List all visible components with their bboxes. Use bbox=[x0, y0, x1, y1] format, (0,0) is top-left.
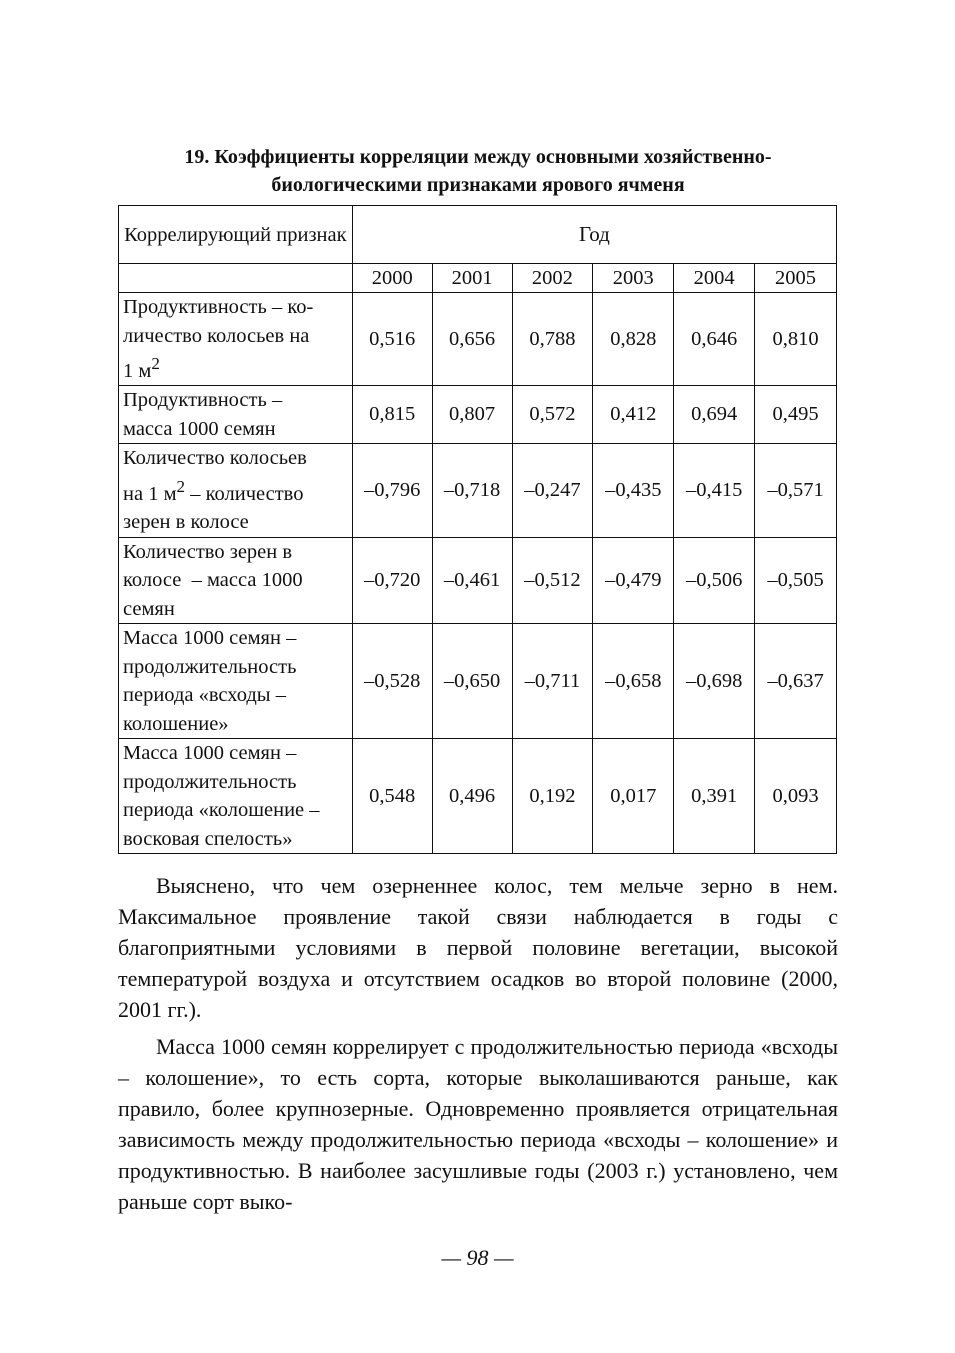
year-cell: 2004 bbox=[674, 264, 755, 293]
value-cell: 0,192 bbox=[512, 739, 593, 854]
row-label-line: семян bbox=[123, 597, 175, 620]
table-row bbox=[119, 537, 837, 624]
value-cell: –0,528 bbox=[352, 624, 432, 739]
year-cell: 2002 bbox=[512, 264, 593, 293]
header-feature-label: Коррелирующий признак bbox=[119, 206, 353, 264]
row-label bbox=[119, 293, 353, 386]
row-label bbox=[119, 444, 353, 537]
value-cell: 0,572 bbox=[512, 386, 593, 444]
row-label bbox=[119, 386, 353, 444]
value-cell: –0,718 bbox=[432, 444, 512, 537]
value-cell: –0,512 bbox=[512, 537, 593, 624]
row-label-line: личество колосьев на bbox=[123, 324, 310, 347]
value-cell: –0,435 bbox=[593, 444, 674, 537]
row-label-line: колошение» bbox=[123, 712, 229, 735]
year-cell: 2005 bbox=[755, 264, 837, 293]
value-cell: 0,656 bbox=[432, 293, 512, 386]
value-cell: –0,796 bbox=[352, 444, 432, 537]
paragraph: Масса 1000 семян коррелирует с продолжительностью периода «всходы – колошение», то есть сорта, которые выколашиваются раньше, как правило, более крупнозерные. Одновременно проявляется отрицательная зависимость между продолжительностью периода «всходы – колошение» и продуктивностью. В наиболее засушливые годы (2003 г.) установлено, чем раньше сорт выко- bbox=[118, 1034, 838, 1214]
value-cell: 0,807 bbox=[432, 386, 512, 444]
value-cell: –0,479 bbox=[593, 537, 674, 624]
value-cell: –0,505 bbox=[755, 537, 837, 624]
value-cell: –0,720 bbox=[352, 537, 432, 624]
row-label-line: зерен в колосе bbox=[123, 511, 249, 534]
value-cell: 0,017 bbox=[593, 739, 674, 854]
value-cell: –0,247 bbox=[512, 444, 593, 537]
value-cell: 0,495 bbox=[755, 386, 837, 444]
row-label bbox=[119, 537, 353, 624]
row-label-line: восковая спелость» bbox=[123, 827, 293, 850]
table-row bbox=[119, 624, 837, 739]
year-cell: 2001 bbox=[432, 264, 512, 293]
value-cell: –0,711 bbox=[512, 624, 593, 739]
row-label-line: на 1 м bbox=[123, 482, 177, 505]
row-label-line: колосе – масса 1000 bbox=[123, 569, 303, 592]
table-caption bbox=[118, 143, 838, 199]
row-label bbox=[119, 739, 353, 854]
row-label-line: периода «колошение – bbox=[123, 799, 320, 822]
row-label-line: продолжительность bbox=[123, 770, 297, 793]
value-cell: 0,810 bbox=[755, 293, 837, 386]
value-cell: –0,637 bbox=[755, 624, 837, 739]
row-label-line: Масса 1000 семян – bbox=[123, 627, 297, 650]
caption-line-1: 19. Коэффициенты корреляции между основными хозяйственно- bbox=[184, 146, 772, 168]
value-cell: –0,698 bbox=[674, 624, 755, 739]
value-cell: 0,788 bbox=[512, 293, 593, 386]
row-label bbox=[119, 624, 353, 739]
table-row bbox=[119, 293, 837, 386]
value-cell: –0,571 bbox=[755, 444, 837, 537]
row-label-line: продолжительность bbox=[123, 655, 297, 678]
value-cell: 0,694 bbox=[674, 386, 755, 444]
paragraph: Выяснено, что чем озерненнее колос, тем мельче зерно в нем. Максимальное проявление такой связи наблюдается в годы с благоприятными условиями в первой половине вегетации, высокой температурой воздуха и отсутствием осадков во второй половине (2000, 2001 гг.). bbox=[118, 873, 838, 1022]
superscript: 2 bbox=[176, 476, 186, 496]
caption-line-2: биологическими признаками ярового ячменя bbox=[271, 174, 685, 196]
value-cell: 0,815 bbox=[352, 386, 432, 444]
row-label-line: Масса 1000 семян – bbox=[123, 742, 297, 765]
correlation-table bbox=[118, 205, 837, 854]
row-label-line: Количество колосьев bbox=[123, 447, 307, 470]
table-row bbox=[119, 444, 837, 537]
row-label-line: масса 1000 семян bbox=[123, 417, 276, 440]
value-cell: –0,658 bbox=[593, 624, 674, 739]
value-cell: –0,506 bbox=[674, 537, 755, 624]
row-label-line: периода «всходы – bbox=[123, 684, 286, 707]
row-label-line: Продуктивность – bbox=[123, 389, 283, 412]
table-row bbox=[119, 386, 837, 444]
value-cell: 0,516 bbox=[352, 293, 432, 386]
value-cell: 0,412 bbox=[593, 386, 674, 444]
row-label-line: Продуктивность – ко- bbox=[123, 296, 314, 318]
value-cell: 0,548 bbox=[352, 739, 432, 854]
body-text bbox=[118, 870, 838, 1223]
header-empty-cell bbox=[119, 264, 353, 293]
value-cell: 0,391 bbox=[674, 739, 755, 854]
year-cell: 2003 bbox=[593, 264, 674, 293]
value-cell: 0,828 bbox=[593, 293, 674, 386]
row-label-line: – количество bbox=[185, 482, 304, 505]
header-year-label: Год bbox=[352, 206, 836, 264]
value-cell: –0,650 bbox=[432, 624, 512, 739]
table-row bbox=[119, 739, 837, 854]
row-label-line: Количество зерен в bbox=[123, 540, 293, 563]
value-cell: 0,646 bbox=[674, 293, 755, 386]
superscript: 2 bbox=[151, 354, 160, 373]
year-cell: 2000 bbox=[352, 264, 432, 293]
page-number: — 98 — bbox=[441, 1245, 514, 1270]
value-cell: 0,093 bbox=[755, 739, 837, 854]
row-label-line: 1 м bbox=[123, 359, 152, 382]
value-cell: –0,461 bbox=[432, 537, 512, 624]
value-cell: 0,496 bbox=[432, 739, 512, 854]
value-cell: –0,415 bbox=[674, 444, 755, 537]
